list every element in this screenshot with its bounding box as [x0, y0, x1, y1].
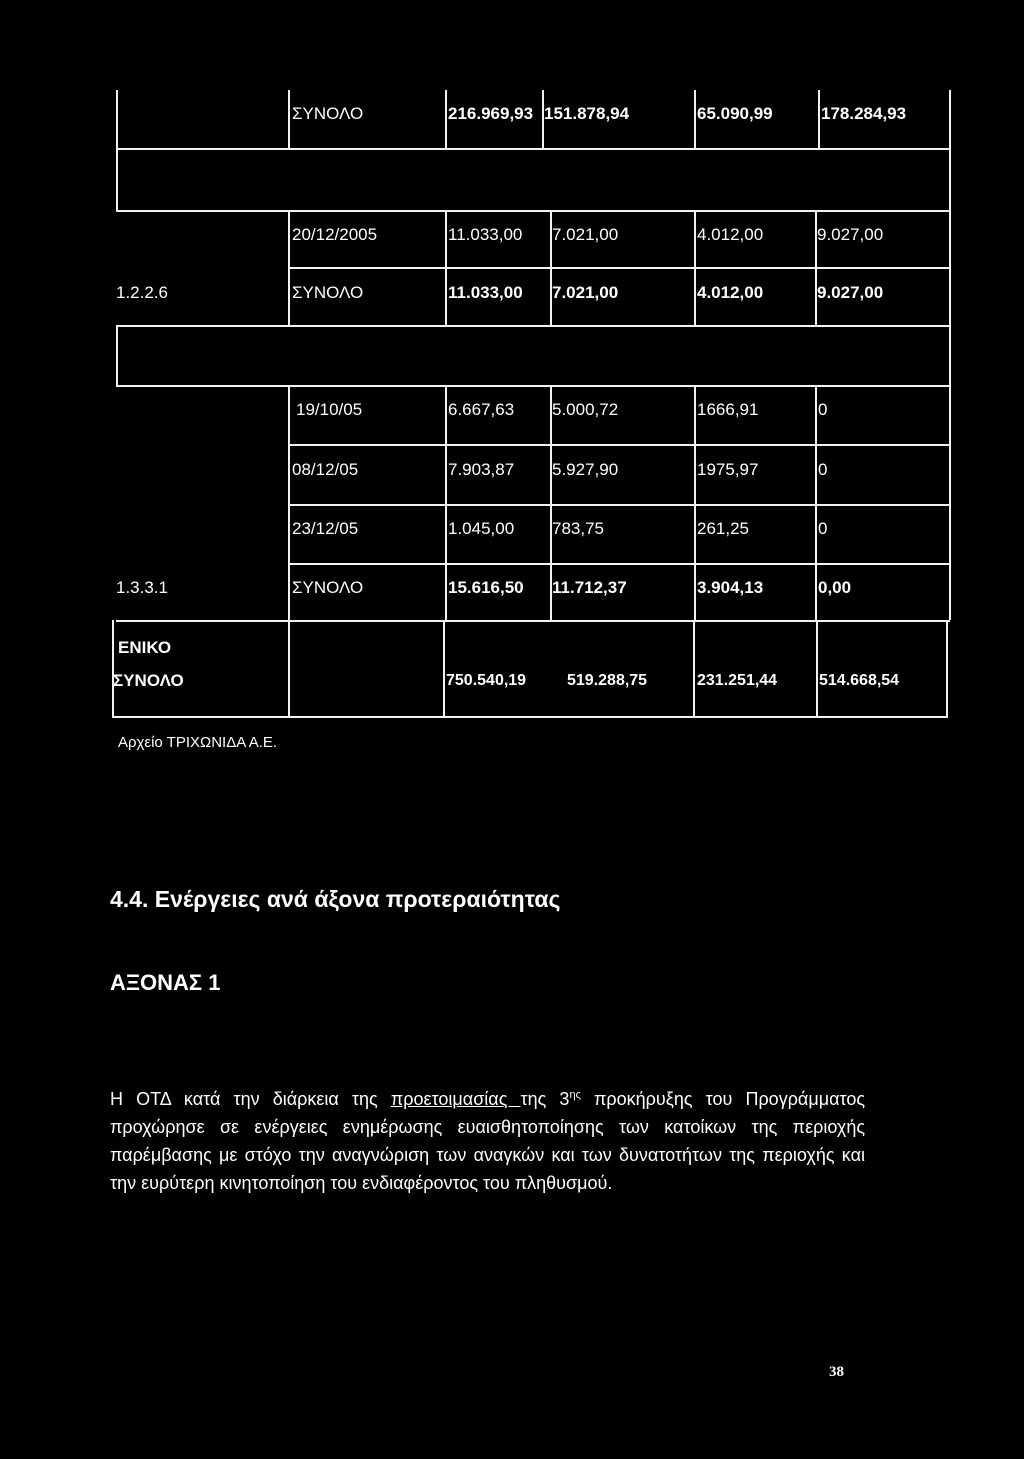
cell-value: 7.903,87: [448, 460, 515, 479]
cell-value: 178.284,93: [821, 104, 907, 123]
cell-value: 216.969,93: [448, 104, 534, 123]
cell-date: 19/10/05: [296, 400, 363, 419]
cell-label: ΣΥΝΟΛΟ: [113, 671, 184, 690]
cell-value: 151.878,94: [544, 104, 630, 123]
cell-value: 65.090,99: [697, 104, 773, 123]
cell-value: 15.616,50: [448, 578, 524, 597]
cell-value: 4.012,00: [697, 225, 764, 244]
cell-code: 1.2.2.6: [116, 283, 168, 302]
cell-value: 3.904,13: [697, 578, 764, 597]
page-number: 38: [829, 1364, 844, 1380]
cell-value: 1975,97: [697, 460, 759, 479]
section-heading: 4.4. Ενέργειες ανά άξονα προτεραιότητας: [110, 886, 561, 912]
cell-value: 5.000,72: [552, 400, 619, 419]
cell-value: 9.027,00: [817, 283, 884, 302]
cell-value: 514.668,54: [819, 672, 900, 689]
cell-value: 519.288,75: [567, 672, 648, 689]
cell-label: ΣΥΝΟΛΟ: [292, 578, 364, 597]
cell-code: 1.3.3.1: [116, 578, 168, 597]
cell-date: 23/12/05: [292, 519, 359, 538]
paragraph-text: της 3: [520, 1089, 570, 1109]
axis-heading: ΑΞΟΝΑΣ 1: [110, 970, 221, 995]
cell-value: 6.667,63: [448, 400, 515, 419]
cell-value: 783,75: [552, 519, 604, 538]
cell-value: 11.033,00: [448, 283, 523, 302]
cell-date: 08/12/05: [292, 460, 359, 479]
cell-value: 0: [818, 460, 828, 479]
cell-value: 9.027,00: [817, 225, 884, 244]
cell-label: ΣΥΝΟΛΟ: [292, 104, 364, 123]
cell-value: 11.712,37: [552, 578, 627, 597]
cell-value: 0,00: [818, 578, 852, 597]
cell-label: ΣΥΝΟΛΟ: [292, 283, 364, 302]
cell-value: 7.021,00: [552, 225, 619, 244]
cell-value: 1.045,00: [448, 519, 515, 538]
cell-date: 20/12/2005: [292, 225, 378, 244]
cell-value: 0: [818, 400, 828, 419]
cell-value: 1666,91: [697, 400, 759, 419]
paragraph-text: Η ΟΤΔ κατά την διάρκεια της: [110, 1089, 391, 1109]
table-source: Αρχείο ΤΡΙΧΩΝΙΔΑ Α.Ε.: [118, 734, 278, 751]
cell-value: 11.033,00: [448, 225, 523, 244]
cell-value: 0: [818, 519, 828, 538]
cell-value: 750.540,19: [446, 672, 527, 689]
cell-value: 261,25: [697, 519, 749, 538]
body-paragraph: [110, 1085, 865, 1197]
paragraph-underlined: προετοιμασίας: [390, 1089, 521, 1109]
paragraph-superscript: ης: [569, 1089, 581, 1101]
cell-label: ΕΝΙΚΟ: [118, 638, 172, 657]
cell-value: 7.021,00: [552, 283, 619, 302]
paragraph-text: προκήρυξης του Προγράμματος προχώρησε σε ενέργειες ενημέρωσης ευαισθητοποίησης των κατοίκων της περιοχής παρέμβασης με στόχο την αναγνώριση των αναγκών και των δυνατοτήτων της περιοχής και την ευρύτερη κινητοποίηση του ενδιαφέροντος του πληθυσμού.: [110, 1089, 866, 1193]
cell-value: 231.251,44: [697, 672, 778, 689]
cell-value: 5.927,90: [552, 460, 619, 479]
cell-value: 4.012,00: [697, 283, 764, 302]
